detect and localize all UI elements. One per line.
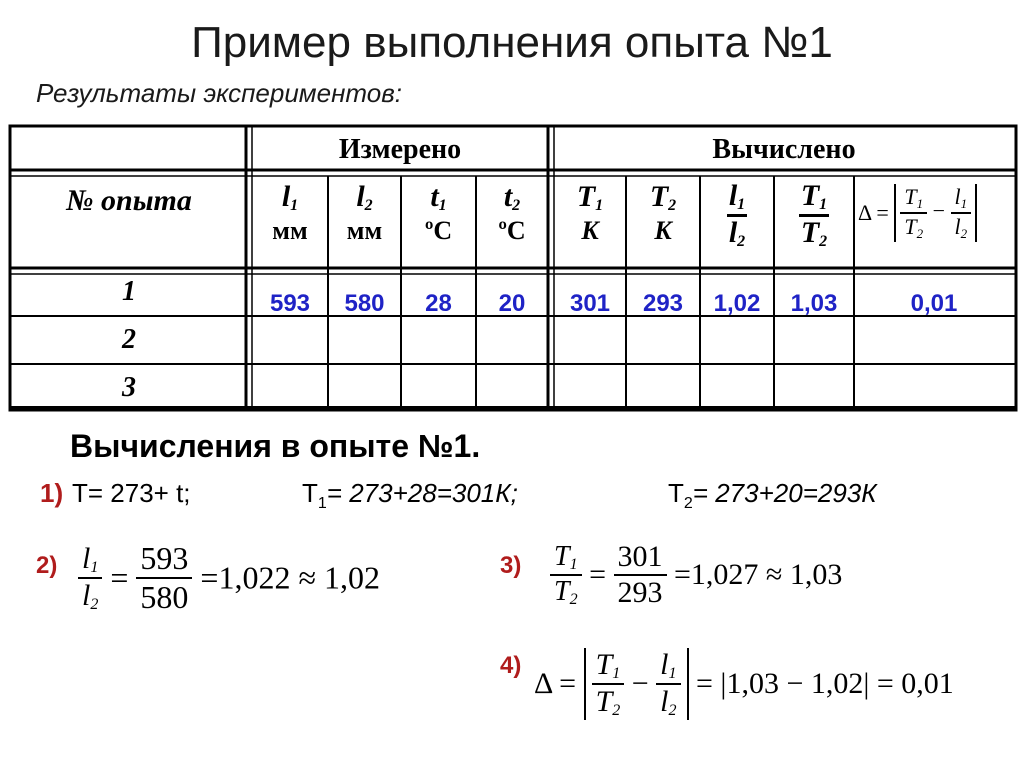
cell-t2: 20 [498,290,526,317]
col-delta: Δ = $\frac{T_1}{T_2}$ − $\frac{l_1}{l_2}$ [858,184,1016,242]
cell-l1: 593 [269,290,311,317]
results-table [8,124,1018,412]
row-number-3: 3 [122,372,136,403]
step-1-marker: 1) [40,478,64,508]
step-1-formula-T2: $T_2= 273+20=293К$ [668,478,877,513]
col-t2: $t_2$ ºC [498,180,526,245]
col-experiment-no: № опыта [66,184,192,217]
subtitle: Результаты экспериментов: [36,78,402,108]
group-calculated: Вычислено [712,134,856,165]
step-4-marker: 4) [500,652,522,679]
col-T1: $T_1$ K [576,180,604,245]
col-l-ratio: $\frac{l_1}{l_2}$ [728,179,746,250]
step-1-formula-T1: $T_1= 273+28=301К$; [302,478,518,513]
cell-T2: 293 [642,290,684,317]
step-3-formula: $\frac{T_1}{T_2}$ = $\frac{301}{293}$ =1,027 ≈ 1,03 [550,540,842,610]
row-number-2: 2 [122,324,136,355]
col-t1: $t_1$ ºC [424,180,453,245]
step-2-marker: 2) [36,552,58,579]
step-4-formula: Δ = $\frac{T_1}{T_2}$ − $\frac{l_1}{l_2}$ = |1,03 − 1,02| = 0,01 [534,648,954,719]
cell-delta: 0,01 [910,290,958,317]
col-T-ratio: $\frac{T_1}{T_2}$ [800,179,828,250]
cell-T1: 301 [569,290,611,317]
cell-T-ratio: 1,03 [790,290,838,317]
cell-t1: 28 [425,290,452,317]
row-number-1: 1 [122,276,136,307]
col-T2: $T_2$ K [649,180,677,245]
table-grid [8,124,1018,412]
step-1-formula-t: T= 273+ t; [72,478,191,508]
group-measured: Измерено [338,134,462,165]
step-3-marker: 3) [500,552,522,579]
step-2-formula: $\frac{l_1}{l_2}$ = $\frac{593}{580}$ =1,022 ≈ 1,02 [78,540,380,616]
page-title: Пример выполнения опыта №1 [191,18,833,67]
cell-l-ratio: 1,02 [713,290,761,317]
col-l1: $l_1$ мм [272,180,308,245]
calc-heading: Вычисления в опыте №1. [70,428,481,464]
col-l2: $l_2$ мм [346,180,383,245]
cell-l2: 580 [344,290,385,317]
